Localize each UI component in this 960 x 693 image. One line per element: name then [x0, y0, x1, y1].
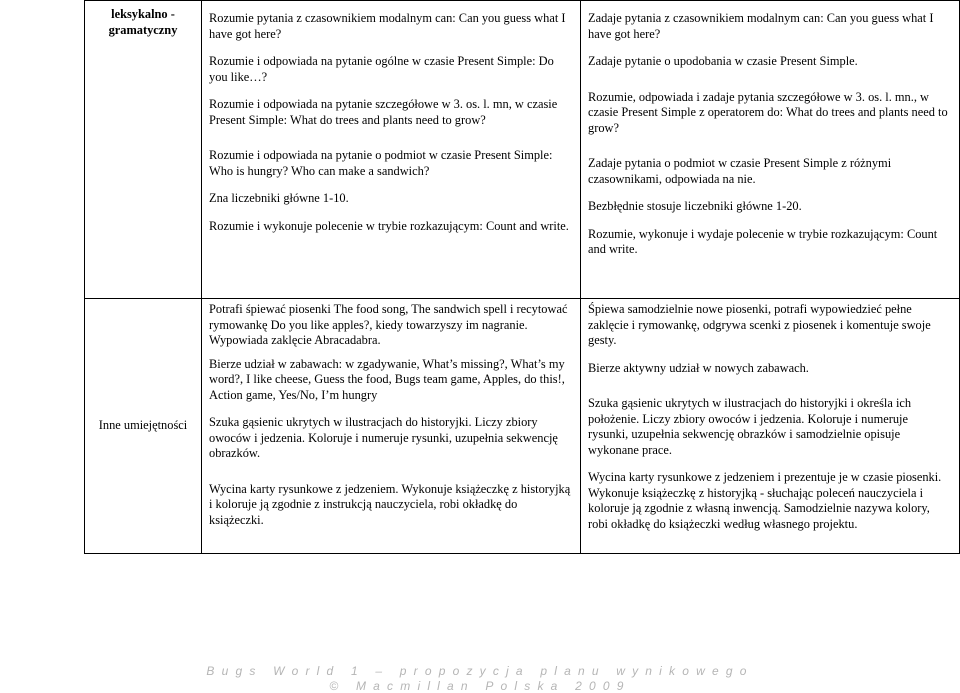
- requirement-text: Potrafi śpiewać piosenki The food song, The sandwich spell i recytować rymowankę Do you like apples?, kiedy towarzyszy im nagranie. Wypowiada zaklęcie Abracadabra.: [209, 302, 568, 347]
- category-label: Inne umiejętności: [98, 418, 188, 433]
- requirement-text: Rozumie i odpowiada na pytanie szczegółowe w 3. os. l. mn, w czasie Present Simple: What do trees and plants need to grow?: [209, 97, 558, 127]
- basic-requirements-cell: [202, 1, 581, 299]
- requirement-text: Rozumie i odpowiada na pytanie o podmiot w czasie Present Simple: Who is hungry? Who can make a sandwich?: [209, 148, 553, 178]
- lesson-plan-table: [84, 0, 960, 554]
- requirement-text: Bierze aktywny udział w nowych zabawach.: [588, 360, 809, 375]
- extended-requirements-cell: [581, 1, 960, 299]
- requirement-text: Rozumie pytania z czasownikiem modalnym can: Can you guess what I have got here?: [209, 11, 566, 41]
- requirement-text: Rozumie i wykonuje polecenie w trybie rozkazującym: Count and write.: [209, 218, 569, 233]
- requirement-text: Wycina karty rysunkowe z jedzeniem i prezentuje je w czasie piosenki. Wykonuje książeczkę z historyjką - słuchając poleceń nauczyciela i koloruje ją zgodnie z własną inwencją. Samodzielnie nazywa kolory, robi okładkę do książeczki według własnego projektu.: [588, 470, 942, 531]
- footer-copyright: © Macmillan Polska 2009: [329, 679, 631, 693]
- requirement-text: Zadaje pytania z czasownikiem modalnym can: Can you guess what I have got here?: [588, 11, 934, 41]
- requirement-text: Bierze udział w zabawach: w zgadywanie, What’s missing?, What’s my word?, I like cheese, Guess the food, Bugs team game, Apples, do this!, Action game, Yes/No, I’m hungry: [209, 356, 565, 402]
- requirement-text: Rozumie i odpowiada na pytanie ogólne w czasie Present Simple: Do you like…?: [209, 54, 554, 84]
- requirement-text: Rozumie, odpowiada i zadaje pytania szczegółowe w 3. os. l. mn., w czasie Present Simple z operatorem do: What do trees and plants need to grow?: [588, 89, 948, 135]
- skills-row: [85, 299, 960, 554]
- category-cell: [85, 299, 202, 554]
- grammar-row: [85, 1, 960, 299]
- requirement-text: Zadaje pytania o podmiot w czasie Present Simple z różnymi czasownikami, odpowiada na nie.: [588, 156, 892, 186]
- category-cell: [85, 1, 202, 299]
- requirement-text: Bezbłędnie stosuje liczebniki główne 1-20.: [588, 199, 802, 213]
- extended-requirements-cell: [581, 299, 960, 554]
- requirement-text: Rozumie, wykonuje i wydaje polecenie w trybie rozkazującym: Count and write.: [588, 226, 938, 256]
- basic-requirements-cell: [202, 299, 581, 554]
- requirement-text: Szuka gąsienic ukrytych w ilustracjach do historyjki. Liczy zbiory owoców i jedzenia. Koloruje i numeruje rysunki, uzupełnia sekwencję obrazków.: [209, 415, 558, 460]
- category-label: leksykalno - gramatyczny: [108, 7, 178, 37]
- requirement-text: Szuka gąsienic ukrytych w ilustracjach do historyjki i określa ich położenie. Liczy zbiory owoców i jedzenia. Koloruje i numeruje rysunki, uzupełnia sekwencję obrazków i samodzielnie opisuje wykonane prace.: [588, 396, 912, 457]
- requirement-text: Wycina karty rysunkowe z jedzeniem. Wykonuje książeczkę z historyjką i koloruje ją zgodnie z instrukcją nauczyciela, robi okładkę do książeczki.: [209, 481, 571, 527]
- requirement-text: Śpiewa samodzielnie nowe piosenki, potrafi wypowiedzieć pełne zaklęcie i rymowankę, odgrywa scenki z piosenek i komentuje swoje gesty.: [588, 302, 931, 347]
- requirement-text: Zadaje pytanie o upodobania w czasie Present Simple.: [588, 54, 858, 68]
- footer-title: Bugs World 1 – propozycja planu wynikowego: [206, 664, 754, 678]
- requirement-text: Zna liczebniki główne 1-10.: [209, 191, 349, 205]
